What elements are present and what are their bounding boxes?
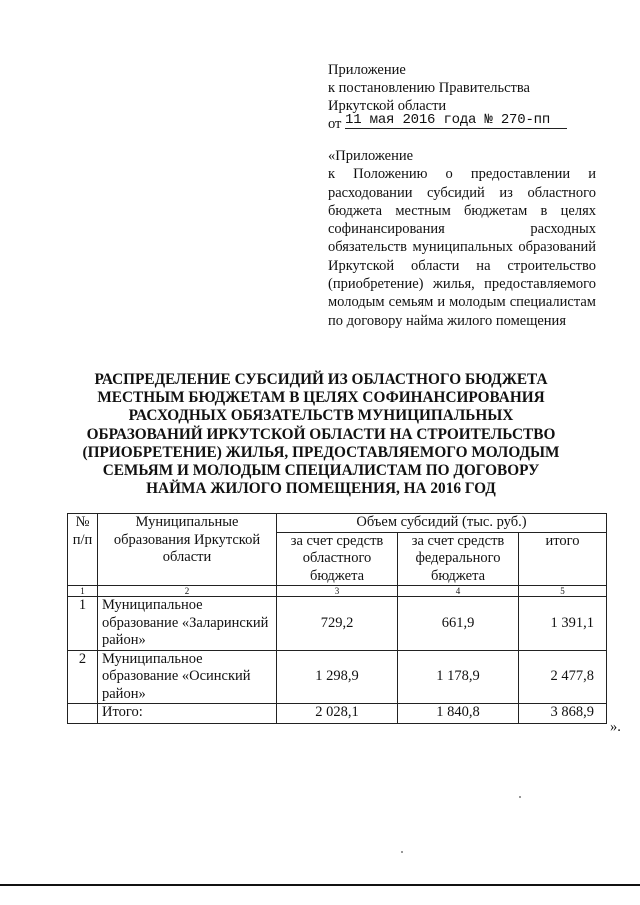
resolution-date-line [328, 112, 578, 134]
totals-regional-value: 2 028,1 [277, 704, 398, 724]
totals-number-cell [68, 704, 98, 724]
totals-row [68, 704, 607, 724]
header-regional-budget: за счет средств областного бюджета [277, 532, 398, 586]
row-regional-value: 1 298,9 [277, 650, 398, 704]
column-number: 4 [398, 586, 519, 597]
document-title: РАСПРЕДЕЛЕНИЕ СУБСИДИЙ ИЗ ОБЛАСТНОГО БЮДЖЕТА МЕСТНЫМ БЮДЖЕТАМ В ЦЕЛЯХ СОФИНАНСИРОВАНИЯ РАСХОДНЫХ ОБЯЗАТЕЛЬСТВ МУНИЦИПАЛЬНЫХ ОБРАЗОВАНИЙ ИРКУТСКОЙ ОБЛАСТИ НА СТРОИТЕЛЬСТВО (ПРИОБРЕТЕНИЕ) ЖИЛЬЯ, ПРЕДОСТАВЛЯЕМОГО МОЛОДЫМ СЕМЬЯМ И МОЛОДЫМ СПЕЦИАЛИСТАМ ПО ДОГОВОРУ НАЙМА ЖИЛОГО ПОМЕЩЕНИЯ, НА 2016 ГОД [82, 371, 560, 498]
appendix-header [328, 61, 578, 134]
row-total-value: 1 391,1 [519, 597, 607, 651]
header-number-abbr: п/п [72, 531, 93, 548]
totals-federal-value: 1 840,8 [398, 704, 519, 724]
header-volume-group: Объем субсидий (тыс. руб.) [277, 514, 607, 533]
scan-speck [401, 851, 403, 853]
row-total-value: 2 477,8 [519, 650, 607, 704]
region-name: Иркутской области [328, 98, 447, 114]
column-number-row [68, 586, 607, 597]
resolution-reference: к постановлению Правительства [328, 80, 530, 96]
header-number-sign: № [75, 514, 90, 530]
row-number: 2 [68, 650, 98, 704]
column-number: 1 [68, 586, 98, 597]
header-federal-budget: за счет средств федерального бюджета [398, 532, 519, 586]
table-row [68, 597, 607, 651]
nested-appendix-body: к Положению о предоставлении и расходовании субсидий из областного бюджета местным бюджетам в целях софинансирования расходных обязательств муниципальных образований Иркутской области на строительство (приобретение) жилья, предоставляемого молодым семьям и молодым специалистам по договору найма жилого помещения [328, 166, 596, 329]
header-total: итого [519, 532, 607, 586]
scan-edge-line [0, 884, 640, 886]
row-municipality: Муниципальное образование «Осинский район» [98, 650, 277, 704]
table-header-row [68, 514, 607, 533]
subsidy-table [67, 513, 607, 724]
column-number: 2 [98, 586, 277, 597]
row-federal-value: 661,9 [398, 597, 519, 651]
header-municipality: Муниципальные образования Иркутской области [98, 514, 277, 586]
appendix-label: Приложение [328, 62, 406, 78]
totals-label: Итого: [98, 704, 277, 724]
scan-speck [519, 796, 521, 798]
date-prefix: от [328, 116, 342, 132]
row-municipality: Муниципальное образование «Заларинский район» [98, 597, 277, 651]
date-underline [345, 128, 567, 129]
row-federal-value: 1 178,9 [398, 650, 519, 704]
totals-total-value: 3 868,9 [519, 704, 607, 724]
table-row [68, 650, 607, 704]
row-number: 1 [68, 597, 98, 651]
closing-quote: ». [610, 719, 621, 735]
row-regional-value: 729,2 [277, 597, 398, 651]
resolution-date-value: 11 мая 2016 года № 270-пп [345, 112, 551, 128]
nested-appendix [328, 147, 596, 330]
nested-appendix-title: «Приложение [328, 148, 414, 164]
header-number [68, 514, 98, 586]
column-number: 5 [519, 586, 607, 597]
column-number: 3 [277, 586, 398, 597]
